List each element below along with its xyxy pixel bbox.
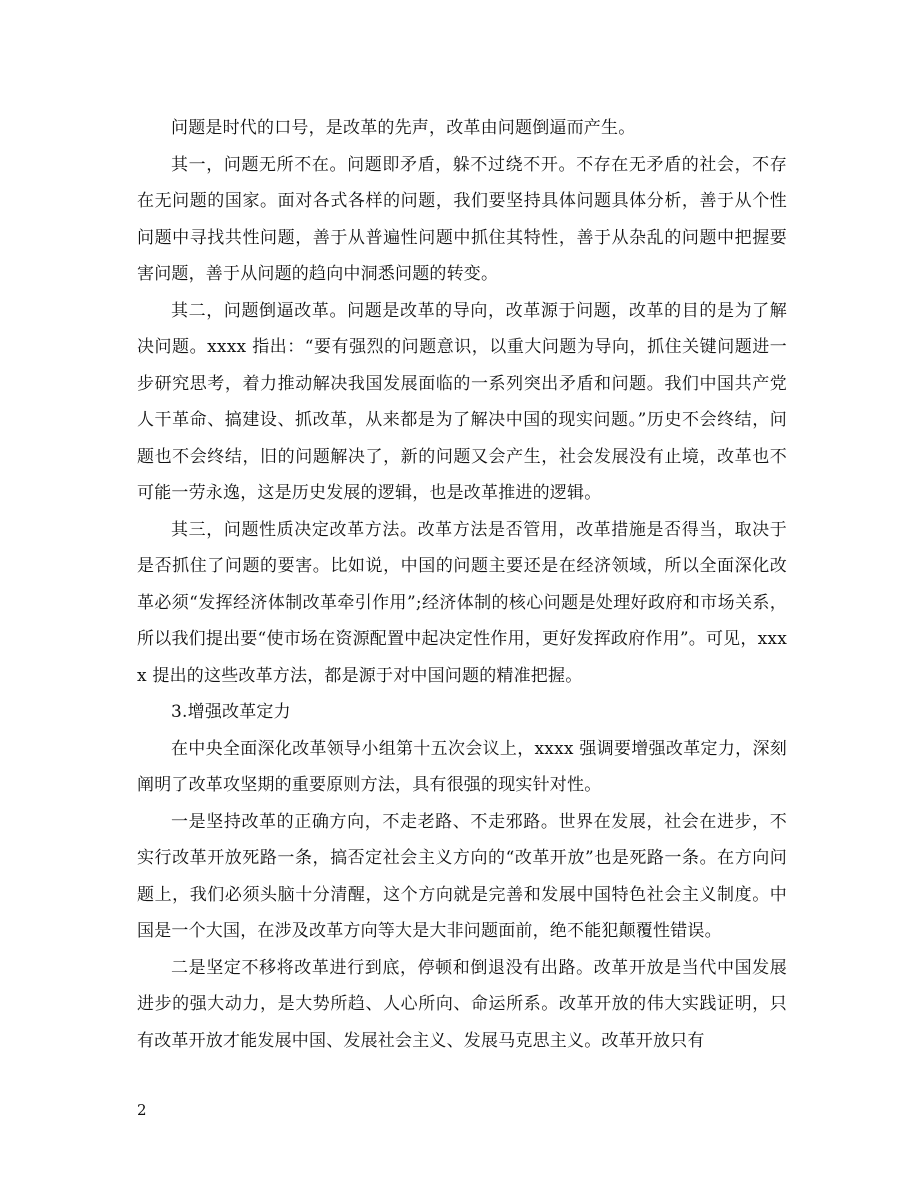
page-number: 2 — [137, 1101, 147, 1119]
document-body — [137, 110, 787, 1059]
paragraph-persistence: 二是坚定不移将改革进行到底，停顿和倒退没有出路。改革开放是当代中国发展进步的强大动力，是大势所趋、人心所向、命运所系。改革开放的伟大实践证明，只有改革开放才能发展中国、发展社会主义、发展马克思主义。改革开放只有 — [137, 957, 787, 1051]
paragraph-point-three: 其三，问题性质决定改革方法。改革方法是否管用，改革措施是否得当，取决于是否抓住了问题的要害。比如说，中国的问题主要还是在经济领域，所以全面深化改革必须“发挥经济体制改革牵引作用”;经济体制的核心问题是处理好政府和市场关系，所以我们提出要“使市场在资源配置中起决定性作用，更好发挥政府作用”。可见，xxxx 提出的这些改革方法，都是源于对中国问题的精准把握。 — [137, 519, 787, 686]
section-heading: 3.增强改革定力 — [171, 702, 291, 722]
paragraph-intro: 问题是时代的口号，是改革的先声，改革由问题倒逼而产生。 — [171, 118, 636, 138]
paragraph-meeting: 在中央全面深化改革领导小组第十五次会议上，xxxx 强调要增强改革定力，深刻阐明了改革攻坚期的重要原则方法，具有很强的现实针对性。 — [137, 738, 787, 795]
paragraph-point-two: 其二，问题倒逼改革。问题是改革的导向，改革源于问题，改革的目的是为了解决问题。xxxx 指出：“要有强烈的问题意识，以重大问题为导向，抓住关键问题进一步研究思考，着力推动解决我国发展面临的一系列突出矛盾和问题。我们中国共产党人干革命、搞建设、抓改革，从来都是为了解决中国的现实问题。”历史不会终结，问题也不会终结，旧的问题解决了，新的问题又会产生，社会发展没有止境，改革也不可能一劳永逸，这是历史发展的逻辑，也是改革推进的逻辑。 — [137, 300, 787, 503]
paragraph-point-one: 其一，问题无所不在。问题即矛盾，躲不过绕不开。不存在无矛盾的社会，不存在无问题的国家。面对各式各样的问题，我们要坚持具体问题具体分析，善于从个性问题中寻找共性问题，善于从普遍性问题中抓住其特性，善于从杂乱的问题中把握要害问题，善于从问题的趋向中洞悉问题的转变。 — [137, 154, 787, 284]
paragraph-direction: 一是坚持改革的正确方向，不走老路、不走邪路。世界在发展，社会在进步，不实行改革开放死路一条，搞否定社会主义方向的“改革开放”也是死路一条。在方向问题上，我们必须头脑十分清醒，这个方向就是完善和发展中国特色社会主义制度。中国是一个大国，在涉及改革方向等大是大非问题面前，绝不能犯颠覆性错误。 — [137, 811, 787, 941]
